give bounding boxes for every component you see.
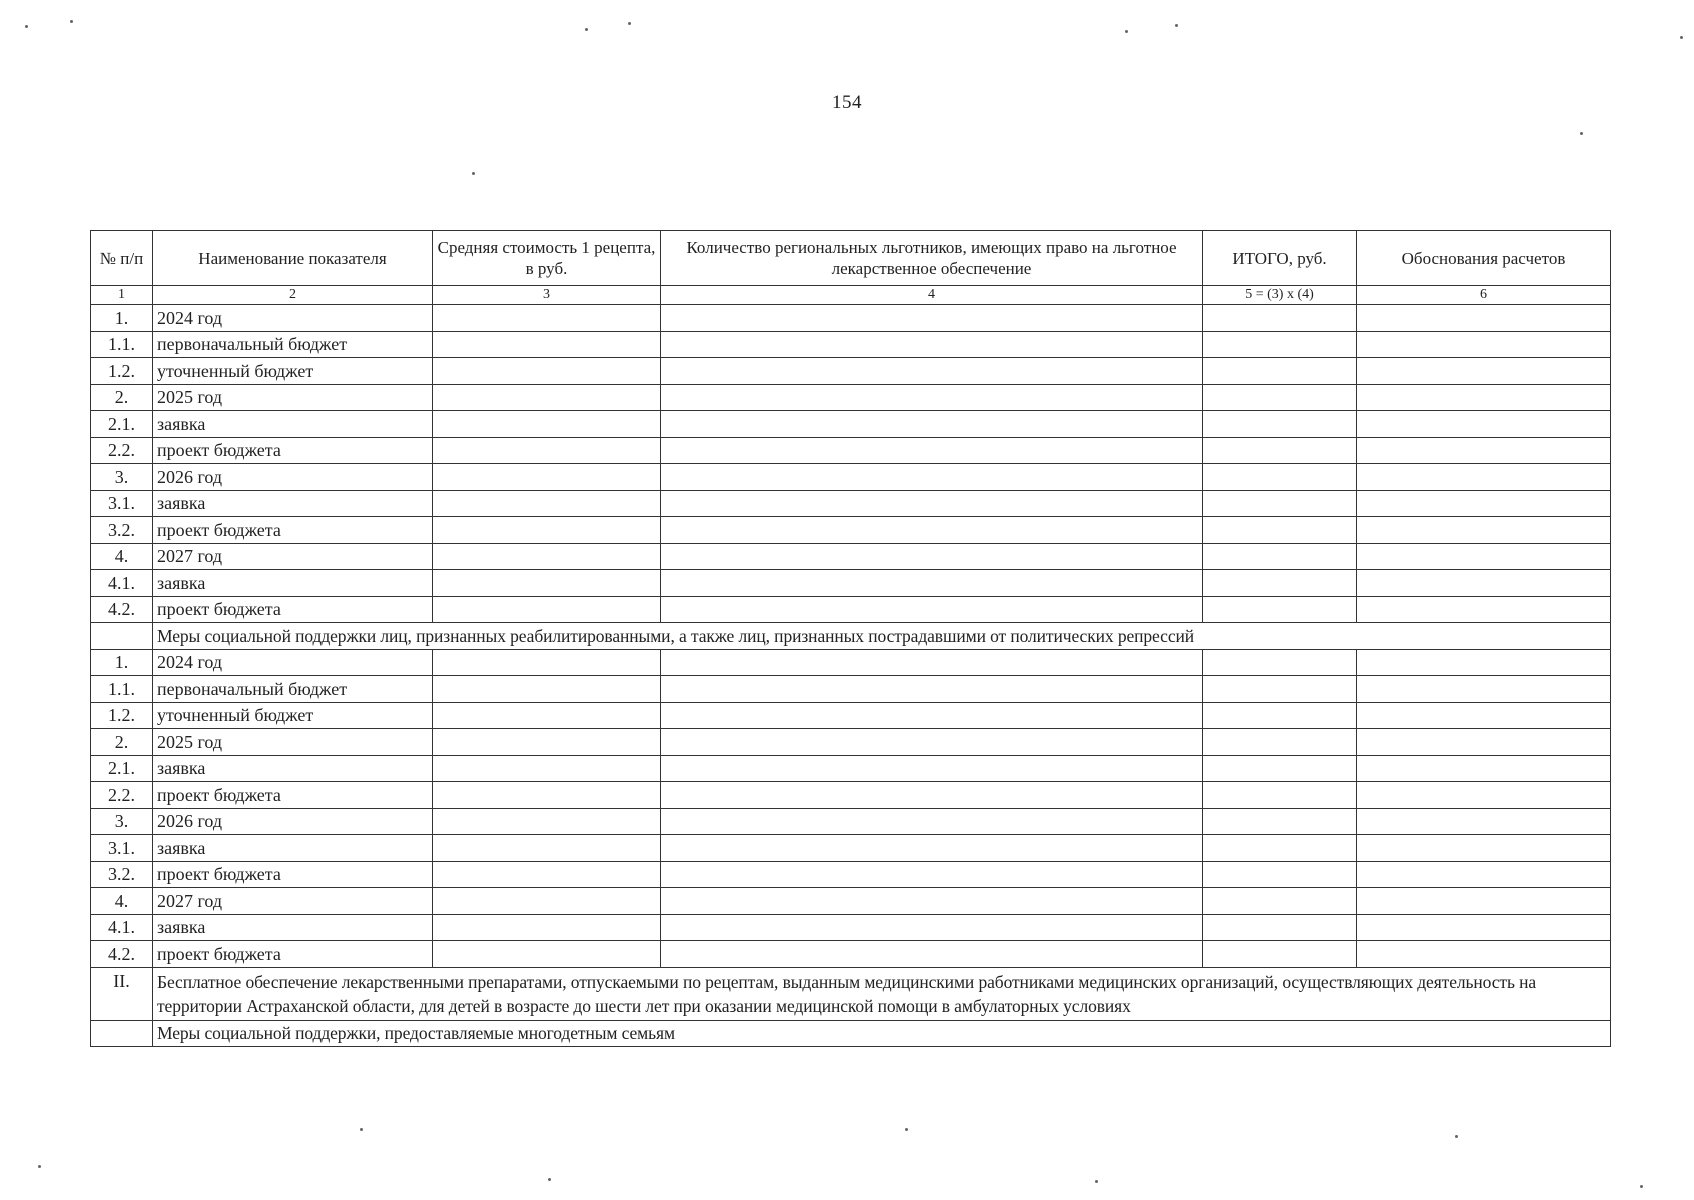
section-row <box>91 967 1611 1020</box>
table-row <box>91 649 1611 676</box>
beneficiaries-cell <box>661 914 1203 941</box>
avg-cost-cell <box>433 543 661 570</box>
row-name: проект бюджета <box>153 782 433 809</box>
beneficiaries-cell <box>661 517 1203 544</box>
justification-cell <box>1357 941 1611 968</box>
row-number: 4.2. <box>91 596 153 623</box>
table-row <box>91 358 1611 385</box>
avg-cost-cell <box>433 490 661 517</box>
row-number: 2.2. <box>91 782 153 809</box>
row-name: уточненный бюджет <box>153 358 433 385</box>
row-name: заявка <box>153 914 433 941</box>
avg-cost-cell <box>433 649 661 676</box>
justification-cell <box>1357 861 1611 888</box>
beneficiaries-cell <box>661 755 1203 782</box>
avg-cost-cell <box>433 411 661 438</box>
header-cell: Средняя стоимость 1 рецепта, в руб. <box>433 231 661 286</box>
column-number: 4 <box>661 286 1203 305</box>
scan-speck <box>1580 132 1583 135</box>
column-number-row <box>91 286 1611 305</box>
row-name: 2024 год <box>153 305 433 332</box>
total-cell <box>1203 702 1357 729</box>
header-cell: Наименование показателя <box>153 231 433 286</box>
justification-cell <box>1357 490 1611 517</box>
row-number: 4.1. <box>91 570 153 597</box>
scan-speck <box>1175 24 1178 27</box>
row-number: 1. <box>91 305 153 332</box>
row-number: 3.1. <box>91 835 153 862</box>
column-number: 1 <box>91 286 153 305</box>
total-cell <box>1203 384 1357 411</box>
row-name: 2026 год <box>153 808 433 835</box>
section-title: Меры социальной поддержки лиц, признанных реабилитированными, а также лиц, признанных пострадавшими от политических репрессий <box>153 623 1611 650</box>
total-cell <box>1203 941 1357 968</box>
justification-cell <box>1357 464 1611 491</box>
avg-cost-cell <box>433 861 661 888</box>
table-row <box>91 331 1611 358</box>
scan-speck <box>70 20 73 23</box>
table-row <box>91 570 1611 597</box>
beneficiaries-cell <box>661 888 1203 915</box>
total-cell <box>1203 808 1357 835</box>
avg-cost-cell <box>433 808 661 835</box>
beneficiaries-cell <box>661 729 1203 756</box>
justification-cell <box>1357 649 1611 676</box>
total-cell <box>1203 835 1357 862</box>
group1-body <box>91 305 1611 623</box>
avg-cost-cell <box>433 517 661 544</box>
section-title: Бесплатное обеспечение лекарственными препаратами, отпускаемыми по рецептам, выданным медицинскими работниками медицинских организаций, осуществляющих деятельность на территории Астраханской области, для детей в возрасте до шести лет при оказании медицинской помощи в амбулаторных условиях <box>153 967 1611 1020</box>
row-number: 3.2. <box>91 517 153 544</box>
row-number: 1.2. <box>91 358 153 385</box>
avg-cost-cell <box>433 782 661 809</box>
avg-cost-cell <box>433 358 661 385</box>
beneficiaries-cell <box>661 808 1203 835</box>
beneficiaries-cell <box>661 411 1203 438</box>
table-row <box>91 888 1611 915</box>
page-number: 154 <box>832 92 862 113</box>
row-name: первоначальный бюджет <box>153 676 433 703</box>
avg-cost-cell <box>433 755 661 782</box>
justification-cell <box>1357 835 1611 862</box>
total-cell <box>1203 517 1357 544</box>
total-cell <box>1203 464 1357 491</box>
row-name: 2025 год <box>153 729 433 756</box>
header-cell: ИТОГО, руб. <box>1203 231 1357 286</box>
row-number: 4. <box>91 888 153 915</box>
column-number: 6 <box>1357 286 1611 305</box>
section-children-body <box>91 967 1611 1047</box>
row-number: 2.2. <box>91 437 153 464</box>
column-number: 3 <box>433 286 661 305</box>
total-cell <box>1203 490 1357 517</box>
beneficiaries-cell <box>661 861 1203 888</box>
avg-cost-cell <box>433 570 661 597</box>
scan-speck <box>1455 1135 1458 1138</box>
table-row <box>91 782 1611 809</box>
row-name: 2024 год <box>153 649 433 676</box>
total-cell <box>1203 358 1357 385</box>
avg-cost-cell <box>433 305 661 332</box>
beneficiaries-cell <box>661 384 1203 411</box>
row-name: проект бюджета <box>153 861 433 888</box>
justification-cell <box>1357 570 1611 597</box>
scan-speck <box>25 25 28 28</box>
total-cell <box>1203 782 1357 809</box>
scan-speck <box>360 1128 363 1131</box>
justification-cell <box>1357 411 1611 438</box>
row-number: 3. <box>91 808 153 835</box>
justification-cell <box>1357 384 1611 411</box>
justification-cell <box>1357 543 1611 570</box>
avg-cost-cell <box>433 676 661 703</box>
table-row <box>91 702 1611 729</box>
table-row <box>91 835 1611 862</box>
section-row <box>91 623 1611 650</box>
justification-cell <box>1357 331 1611 358</box>
total-cell <box>1203 888 1357 915</box>
beneficiaries-cell <box>661 358 1203 385</box>
table-row <box>91 729 1611 756</box>
row-name: проект бюджета <box>153 437 433 464</box>
total-cell <box>1203 437 1357 464</box>
beneficiaries-cell <box>661 543 1203 570</box>
row-name: 2027 год <box>153 543 433 570</box>
scan-speck <box>472 172 475 175</box>
row-number: 2.1. <box>91 411 153 438</box>
row-number: 1.2. <box>91 702 153 729</box>
avg-cost-cell <box>433 384 661 411</box>
justification-cell <box>1357 676 1611 703</box>
row-number: 1.1. <box>91 676 153 703</box>
total-cell <box>1203 331 1357 358</box>
section-repressed-body <box>91 623 1611 650</box>
justification-cell <box>1357 914 1611 941</box>
beneficiaries-cell <box>661 702 1203 729</box>
beneficiaries-cell <box>661 649 1203 676</box>
section-title: Меры социальной поддержки, предоставляемые многодетным семьям <box>153 1020 1611 1047</box>
beneficiaries-cell <box>661 570 1203 597</box>
header-row <box>91 231 1611 286</box>
row-number: 1. <box>91 649 153 676</box>
beneficiaries-cell <box>661 941 1203 968</box>
table-row <box>91 914 1611 941</box>
scan-speck <box>38 1165 41 1168</box>
group2-body <box>91 649 1611 967</box>
table-row <box>91 941 1611 968</box>
beneficiaries-cell <box>661 464 1203 491</box>
row-name: 2025 год <box>153 384 433 411</box>
table-row <box>91 543 1611 570</box>
beneficiaries-cell <box>661 835 1203 862</box>
row-name: 2026 год <box>153 464 433 491</box>
avg-cost-cell <box>433 437 661 464</box>
scan-speck <box>1095 1180 1098 1183</box>
scan-speck <box>548 1178 551 1181</box>
row-number: 3.2. <box>91 861 153 888</box>
header-cell: № п/п <box>91 231 153 286</box>
beneficiaries-cell <box>661 331 1203 358</box>
header-cell: Обоснования расчетов <box>1357 231 1611 286</box>
budget-table <box>90 230 1611 1047</box>
total-cell <box>1203 729 1357 756</box>
avg-cost-cell <box>433 596 661 623</box>
beneficiaries-cell <box>661 490 1203 517</box>
row-number: 3.1. <box>91 490 153 517</box>
section-num-cell <box>91 1020 153 1047</box>
row-name: заявка <box>153 755 433 782</box>
section-num-cell <box>91 623 153 650</box>
table-row <box>91 411 1611 438</box>
table-row <box>91 437 1611 464</box>
total-cell <box>1203 914 1357 941</box>
beneficiaries-cell <box>661 437 1203 464</box>
row-number: 4. <box>91 543 153 570</box>
justification-cell <box>1357 782 1611 809</box>
justification-cell <box>1357 808 1611 835</box>
row-name: проект бюджета <box>153 517 433 544</box>
justification-cell <box>1357 729 1611 756</box>
scan-speck <box>628 22 631 25</box>
table-row <box>91 490 1611 517</box>
justification-cell <box>1357 517 1611 544</box>
table-row <box>91 464 1611 491</box>
justification-cell <box>1357 358 1611 385</box>
avg-cost-cell <box>433 835 661 862</box>
row-number: 2.1. <box>91 755 153 782</box>
beneficiaries-cell <box>661 596 1203 623</box>
justification-cell <box>1357 305 1611 332</box>
table-row <box>91 755 1611 782</box>
row-name: проект бюджета <box>153 941 433 968</box>
section-row <box>91 1020 1611 1047</box>
row-name: заявка <box>153 570 433 597</box>
row-number: 1.1. <box>91 331 153 358</box>
scan-speck <box>585 28 588 31</box>
row-name: проект бюджета <box>153 596 433 623</box>
row-name: заявка <box>153 411 433 438</box>
row-name: уточненный бюджет <box>153 702 433 729</box>
justification-cell <box>1357 702 1611 729</box>
header-cell: Количество региональных льготников, имеющих право на льготное лекарственное обеспечение <box>661 231 1203 286</box>
avg-cost-cell <box>433 331 661 358</box>
section-num: II. <box>91 967 153 1020</box>
row-name: заявка <box>153 835 433 862</box>
table-row <box>91 861 1611 888</box>
column-number: 2 <box>153 286 433 305</box>
avg-cost-cell <box>433 941 661 968</box>
scan-speck <box>1680 36 1683 39</box>
avg-cost-cell <box>433 464 661 491</box>
row-number: 2. <box>91 384 153 411</box>
total-cell <box>1203 411 1357 438</box>
scan-speck <box>1640 1185 1643 1188</box>
total-cell <box>1203 861 1357 888</box>
avg-cost-cell <box>433 914 661 941</box>
justification-cell <box>1357 755 1611 782</box>
scan-speck <box>1125 30 1128 33</box>
table-row <box>91 676 1611 703</box>
total-cell <box>1203 676 1357 703</box>
row-number: 3. <box>91 464 153 491</box>
row-name: первоначальный бюджет <box>153 331 433 358</box>
beneficiaries-cell <box>661 676 1203 703</box>
beneficiaries-cell <box>661 782 1203 809</box>
table-row <box>91 596 1611 623</box>
column-number: 5 = (3) x (4) <box>1203 286 1357 305</box>
table-row <box>91 305 1611 332</box>
table-row <box>91 384 1611 411</box>
row-number: 4.1. <box>91 914 153 941</box>
total-cell <box>1203 543 1357 570</box>
avg-cost-cell <box>433 702 661 729</box>
scan-speck <box>905 1128 908 1131</box>
beneficiaries-cell <box>661 305 1203 332</box>
justification-cell <box>1357 437 1611 464</box>
table-row <box>91 808 1611 835</box>
total-cell <box>1203 570 1357 597</box>
total-cell <box>1203 755 1357 782</box>
avg-cost-cell <box>433 729 661 756</box>
total-cell <box>1203 596 1357 623</box>
total-cell <box>1203 305 1357 332</box>
row-name: заявка <box>153 490 433 517</box>
avg-cost-cell <box>433 888 661 915</box>
table-row <box>91 517 1611 544</box>
row-number: 2. <box>91 729 153 756</box>
total-cell <box>1203 649 1357 676</box>
justification-cell <box>1357 596 1611 623</box>
row-name: 2027 год <box>153 888 433 915</box>
justification-cell <box>1357 888 1611 915</box>
row-number: 4.2. <box>91 941 153 968</box>
